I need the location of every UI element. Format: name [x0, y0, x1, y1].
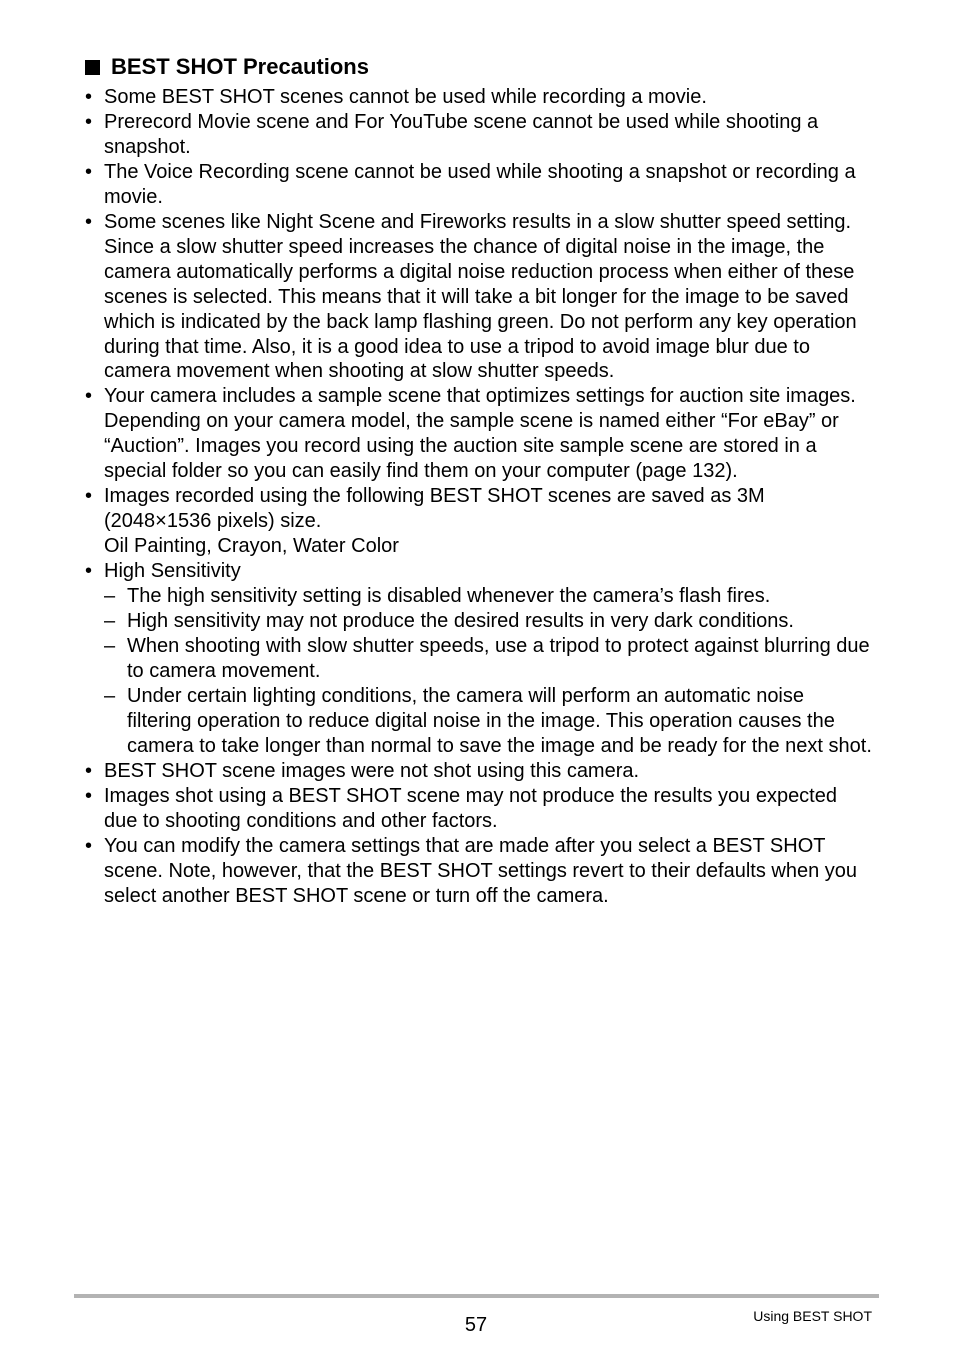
sub-list-item: – High sensitivity may not produce the desired results in very dark conditions.: [104, 610, 794, 633]
bullet-icon: •: [85, 784, 93, 807]
precautions-list: [83, 85, 873, 908]
heading-text: BEST SHOT Precautions: [111, 54, 369, 79]
bullet-icon: •: [85, 385, 93, 408]
section-label: Using BEST SHOT: [753, 1308, 872, 1324]
high-sensitivity-sublist: [104, 584, 873, 759]
sub-list-item: – When shooting with slow shutter speeds, use a tripod to protect against blurring due to camera movement.: [104, 634, 870, 682]
list-item: • Your camera includes a sample scene that optimizes settings for auction site images. Depending on your camera model, the sample scene is named either “For eBay” or “Auction”. Images you record using the auction site sample scene are stored in a special folder so you can easily find them on your computer (page 132).: [85, 385, 856, 483]
list-item: • Images shot using a BEST SHOT scene may not produce the results you expected due to shooting conditions and other factors.: [85, 784, 837, 832]
list-item: • Some scenes like Night Scene and Fireworks results in a slow shutter speed setting. Since a slow shutter speed increases the chance of digital noise in the image, the camera automatically performs a digital noise reduction process when either of these scenes is selected. This means that it will take a bit longer for the image to be saved which is indicated by the back lamp flashing green. Do not perform any key operation during that time. Also, it is a good idea to use a tripod to avoid image blur due to camera movement when shooting at slow shutter speeds.: [85, 210, 857, 383]
list-item: • Images recorded using the following BEST SHOT scenes are saved as 3M (2048×1536 pixels) size. Oil Painting, Crayon, Water Color: [85, 485, 765, 558]
list-item: • Some BEST SHOT scenes cannot be used while recording a movie.: [85, 86, 707, 108]
bullet-icon: •: [85, 834, 93, 857]
dash-icon: –: [104, 634, 116, 657]
dash-icon: –: [104, 585, 116, 608]
square-bullet-icon: [85, 60, 100, 75]
bullet-icon: •: [85, 759, 93, 782]
dash-icon: –: [104, 610, 116, 633]
section-heading: [85, 53, 369, 81]
bullet-icon: •: [85, 160, 93, 183]
list-item: • You can modify the camera settings that are made after you select a BEST SHOT scene. Note, however, that the BEST SHOT settings revert to their defaults when you select another BEST SHOT scene or turn off the camera.: [85, 834, 857, 907]
list-item: • High Sensitivity – The high sensitivity setting is disabled whenever the camera’s flash fires. – High sensitivity may not produce the desired results in very dark conditions. – When shooting with slow shutter speeds, use a tripod to protect against blurring due to camera movement. – Under certain lighting conditions, the camera will perform an automatic noise filtering operation to reduce digital noise in the image. This operation causes the camera to take longer than normal to save the image and be ready for the next shot.: [85, 560, 872, 757]
dash-icon: –: [104, 684, 116, 707]
list-item: • Prerecord Movie scene and For YouTube scene cannot be used while shooting a snapshot.: [85, 110, 819, 158]
sub-list-item: – Under certain lighting conditions, the camera will perform an automatic noise filtering operation to reduce digital noise in the image. This operation causes the camera to take longer than normal to save the image and be ready for the next shot.: [104, 684, 872, 757]
bullet-icon: •: [85, 210, 93, 233]
sub-list-item: – The high sensitivity setting is disabled whenever the camera’s flash fires.: [104, 585, 771, 608]
bullet-icon: •: [85, 485, 93, 508]
scene-names: Oil Painting, Crayon, Water Color: [104, 535, 399, 558]
page-number: 57: [464, 1314, 488, 1336]
bullet-icon: •: [85, 86, 93, 108]
footer-divider: [74, 1294, 879, 1298]
bullet-icon: •: [85, 110, 93, 133]
list-item: • The Voice Recording scene cannot be used while shooting a snapshot or recording a movie.: [85, 160, 856, 208]
bullet-icon: •: [85, 560, 93, 583]
list-item: • BEST SHOT scene images were not shot using this camera.: [85, 759, 640, 782]
